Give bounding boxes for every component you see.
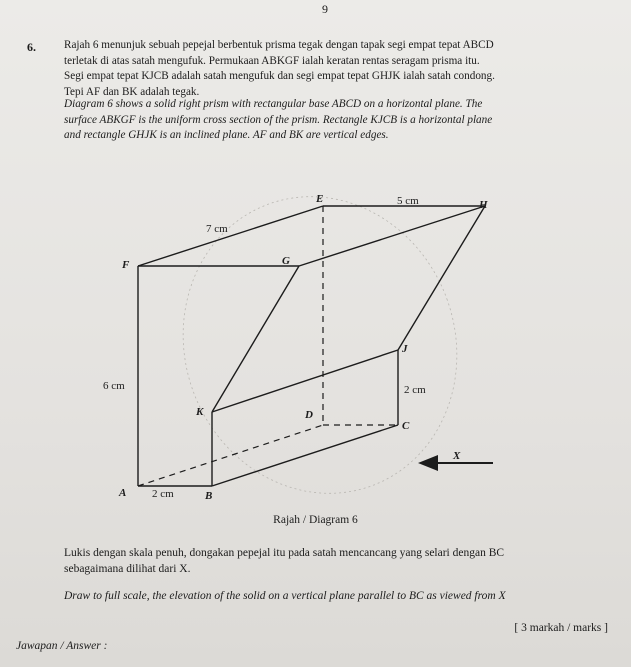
vertex-a: A	[119, 487, 127, 499]
vertex-b: B	[205, 490, 213, 502]
question-line: and rectangle GHJK is an inclined plane. AF and BK are vertical edges.	[64, 129, 389, 141]
edge-kg	[212, 266, 299, 412]
question-line: Rajah 6 menunjuk sebuah pepejal berbentuk prisma tegak dengan tapak segi empat tepat ABCD	[64, 39, 494, 51]
edge-hj	[398, 206, 485, 350]
question-line: Segi empat tepat KJCB adalah satah mengufuk dan segi empat tepat GHJK ialah satah condong.	[64, 70, 495, 82]
vertex-d: D	[305, 409, 313, 421]
hidden-edge-ad	[138, 425, 323, 486]
dim-eh: 5 cm	[397, 195, 419, 207]
instruction-english: Draw to full scale, the elevation of the solid on a vertical plane parallel to BC as viewed from X	[64, 590, 506, 602]
vertex-g: G	[282, 255, 290, 267]
pencil-annotation	[142, 158, 498, 532]
dim-ab: 2 cm	[152, 488, 174, 500]
question-line: surface ABKGF is the uniform cross section of the prism. Rectangle KJCB is a horizontal plane	[64, 113, 493, 126]
answer-label: Jawapan / Answer :	[16, 640, 108, 652]
instruction-malay	[64, 546, 604, 577]
vertex-k: K	[196, 406, 204, 418]
dim-cj: 2 cm	[404, 384, 426, 396]
instruction-line: sebagaimana dilihat dari X.	[64, 562, 191, 575]
vertex-j: J	[402, 343, 408, 355]
edge-jk	[212, 350, 398, 412]
edge-fe	[138, 206, 323, 266]
question-line: terletak di atas satah mengufuk. Permukaan ABKGF ialah keratan rentas seragam prisma itu.	[64, 54, 480, 67]
view-label-x: X	[453, 450, 461, 462]
vertex-f: F	[122, 259, 130, 271]
vertex-c: C	[402, 420, 410, 432]
question-number: 6.	[27, 40, 36, 54]
dim-fg: 7 cm	[206, 223, 228, 235]
marks-label: [ 3 markah / marks ]	[514, 622, 608, 634]
vertex-e: E	[316, 193, 324, 205]
question-line: Tepi AF dan BK adalah tegak.	[64, 85, 200, 98]
edge-bc	[212, 425, 398, 486]
instruction-line: Lukis dengan skala penuh, dongakan pepejal itu pada satah mencancang yang selari dengan BC	[64, 547, 505, 559]
page-number: 9	[322, 2, 328, 16]
vertex-h: H	[479, 199, 488, 211]
dim-af: 6 cm	[103, 380, 125, 392]
edge-gh	[299, 206, 485, 266]
question-line: Diagram 6 shows a solid right prism with rectangular base ABCD on a horizontal plane. The	[64, 98, 483, 110]
diagram-caption: Rajah / Diagram 6	[273, 514, 358, 526]
